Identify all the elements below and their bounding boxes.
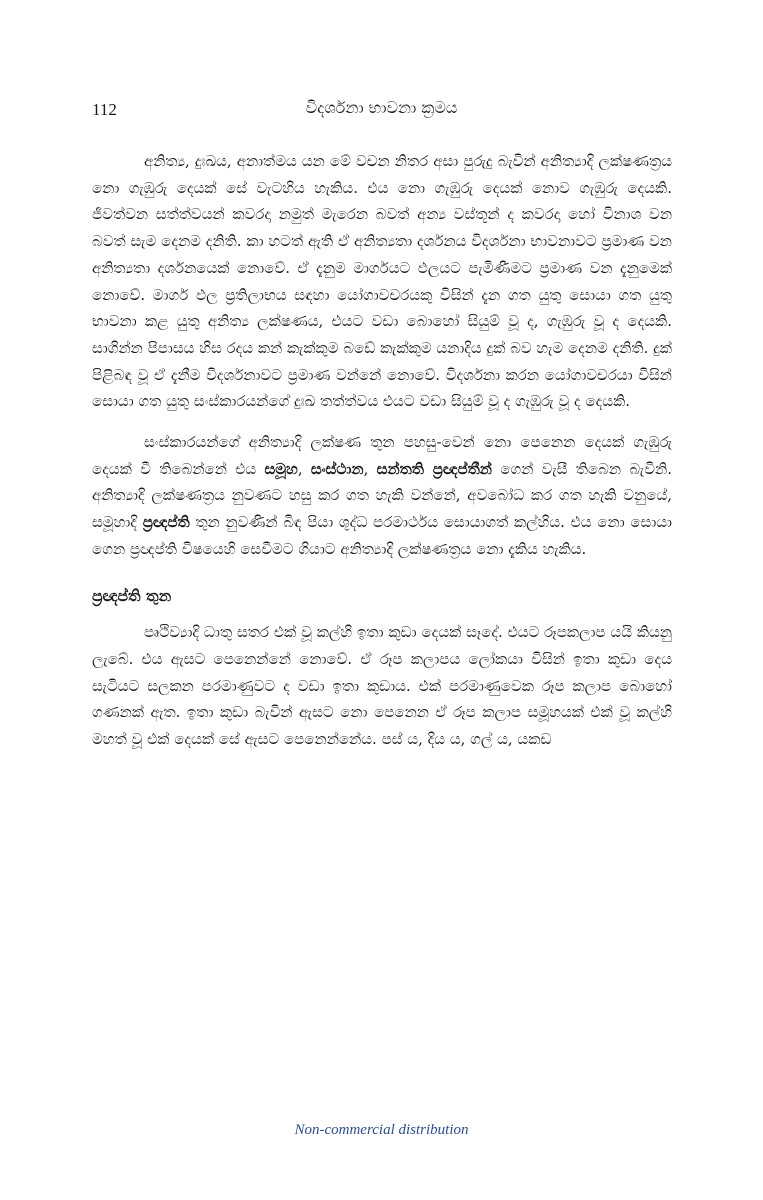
page-body — [92, 148, 672, 753]
page-number: 112 — [92, 100, 117, 119]
paragraph-2-text-a: සංස්කාරයන්ගේ අනිත්‍යාදි ලක්ෂණ තුන පහසු-වෙන් නො පෙනෙන දෙයක් ගැඹුරු දෙයක් වී තිබෙන්නේ එය — [92, 433, 672, 478]
term-santhathi-pragnapthi: සන්තති ප්‍රඥප්තීන් — [376, 459, 492, 478]
term-pragnapthi: ප්‍රඥප්ති — [142, 513, 190, 532]
paragraph-3: පෘථිව්‍යාදි ධාතු සතර එක් වූ කල්හි ඉතා කුඩා දෙයක් සෑදේ. එයට රූපකලාප යයි කියනු ලැබේ. එය ඇසට පෙනෙන්නේ නොවේ. ඒ රූප කලාපය ලෝකයා විසින් ඉතා කුඩා දෙය සැටියට සලකන පරමාණුවට ද වඩා ඉතා කුඩාය. එක් පරමාණුවෙක රූප කලාප බොහෝ ගණනක් ඇත. ඉතා කුඩා බැවින් ඇසට නො පෙනෙන ඒ රූප කලාප සමූහයක් එක් වූ කල්හි මහත් වූ එක් දෙයක් සේ ඇසට පෙනෙන්නේය. පස් ය, දිය ය, ගල් ය, යකඩ — [92, 623, 672, 749]
separator: , — [363, 459, 377, 478]
paragraph-2-text-d: තුන නුවණින් බිඳ පියා ශුද්ධ පරමාර්ථය සොයාගත් කල්හිය. එය නො සොයා ගෙන ප්‍රඥප්ති විෂයෙහි සෙවීමට ගියාට අනිත්‍යාදි ලක්ෂණත්‍රය නො දැකිය හැකිය. — [92, 513, 672, 558]
section-heading: ප්‍රඥප්ති තුන — [92, 585, 172, 605]
distribution-note: Non-commercial distribution — [294, 1122, 469, 1138]
term-sansthana: සංස්ථාන — [310, 459, 364, 478]
running-title: විදර්ශනා භාවනා ක්‍රමය — [305, 98, 458, 117]
paragraph-1: අනිත්‍ය, දුඃඛය, අනාත්මය යන මේ වචන නිතර අසා පුරුදු බැවින් අනිත්‍යාදි ලක්ෂණත්‍රය නො ගැඹුරු දෙයක් සේ වැටහිය හැකිය. එය නො ගැඹුරු දෙයක් නොව ගැඹුරු දෙයකි. ජීවත්වන සත්ත්වයන් කවරදා නමුත් මැරෙන බවත් අන්‍ය වස්තූන් ද කවරදා හෝ විනාශ වන බවත් සැම දෙනම දනිති. කා හටත් ඇති ඒ අනිත්‍යතා දර්ශනය විදර්ශනා භාවනාවට ප්‍රමාණ වන අනිත්‍යතා දර්ශනයෙක් නොවේ. ඒ දැනුම මාර්ගයට ඵලයට පැමිණීමට ප්‍රමාණ වන දැනුමෙක් නොවේ. මාර්ග ඵල ප්‍රතිලාභය සඳහා යෝගාවචරයකු විසින් දැන ගත යුතු සොයා ගත යුතු භාවනා කළ යුතු අනිත්‍ය ලක්ෂණය, එයට වඩා බොහෝ සියුම් වූ ද, ගැඹුරු වූ ද දෙයකි. සාගින්න පිපාසය හිස රදය කන් කැක්කුම බඩේ කැක්කුම යනාදිය දුක් බව හැම දෙනම දනිති. දුක් පිළිබඳ වූ ඒ දැනීම විදර්ශනාවට ප්‍රමාණ වන්නේ නොවේ. විදර්ශනා කරන යෝගාවචරයා විසින් සොයා ගත යුතු සංස්කාරයන්ගේ දුඃඛ තත්ත්වය එයට වඩා සියුම් වූ ද ගැඹුරු වූ ද දෙයකි. — [92, 152, 672, 411]
paragraph-2-text-c: ගෙන් වැසී තිබෙන බැවිනි. අනිත්‍යාදි ලක්ෂණත්‍රය නුවණට හසු කර ගත හැකි වන්නේ, අවබෝධ කර ගත හැකි වනුයේ, සමූහාදි — [92, 459, 672, 532]
separator: , — [297, 459, 311, 478]
page-header — [92, 96, 671, 126]
term-samuha: සමූහ — [264, 459, 298, 478]
paragraph-2 — [92, 429, 672, 563]
